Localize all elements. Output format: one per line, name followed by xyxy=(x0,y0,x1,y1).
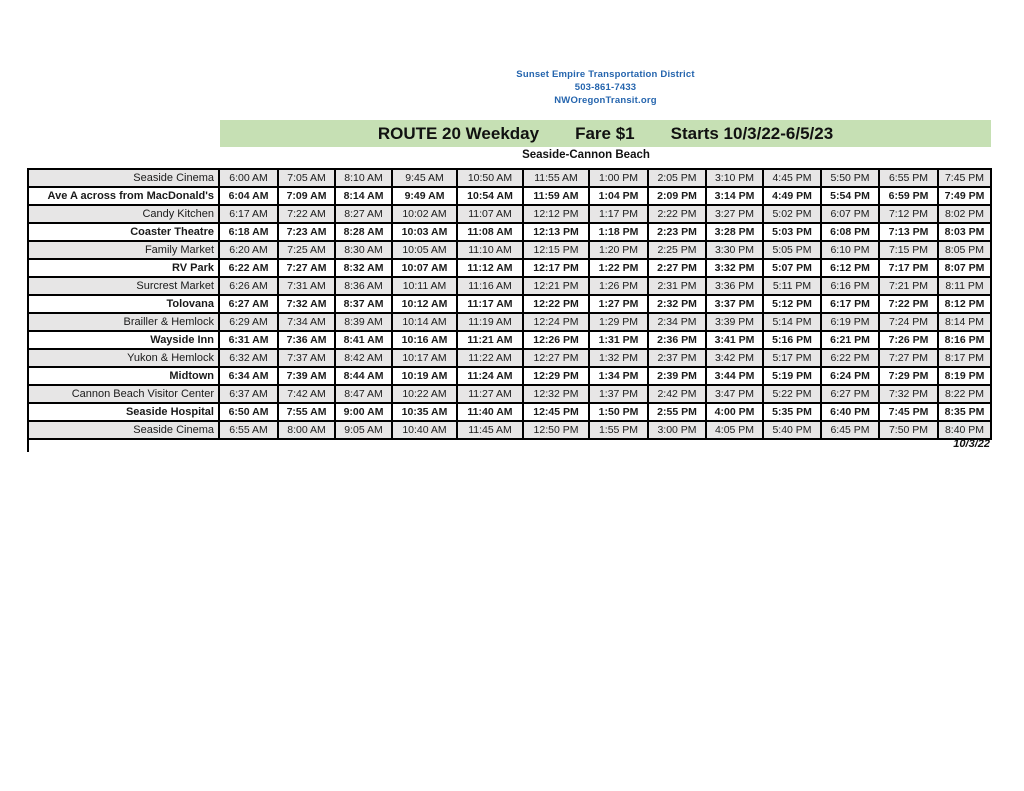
departure-time: 6:27 PM xyxy=(821,385,879,403)
departure-time: 10:05 AM xyxy=(392,241,457,259)
stop-name: Seaside Cinema xyxy=(28,169,219,187)
departure-time: 5:14 PM xyxy=(763,313,821,331)
departure-time: 11:16 AM xyxy=(457,277,523,295)
departure-time: 11:10 AM xyxy=(457,241,523,259)
departure-time: 8:40 PM xyxy=(938,421,991,439)
departure-time: 8:37 AM xyxy=(335,295,392,313)
departure-time: 8:32 AM xyxy=(335,259,392,277)
departure-time: 12:21 PM xyxy=(523,277,589,295)
departure-time: 12:26 PM xyxy=(523,331,589,349)
departure-time: 8:44 AM xyxy=(335,367,392,385)
departure-time: 3:32 PM xyxy=(706,259,763,277)
departure-time: 8:19 PM xyxy=(938,367,991,385)
stop-name: Surcrest Market xyxy=(28,277,219,295)
departure-time: 11:12 AM xyxy=(457,259,523,277)
departure-time: 2:23 PM xyxy=(648,223,706,241)
departure-time: 11:59 AM xyxy=(523,187,589,205)
departure-time: 7:05 AM xyxy=(278,169,335,187)
departure-time: 7:17 PM xyxy=(879,259,938,277)
departure-time: 8:22 PM xyxy=(938,385,991,403)
departure-time: 5:03 PM xyxy=(763,223,821,241)
departure-time: 3:36 PM xyxy=(706,277,763,295)
stop-name: Tolovana xyxy=(28,295,219,313)
departure-time: 7:21 PM xyxy=(879,277,938,295)
departure-time: 5:02 PM xyxy=(763,205,821,223)
departure-time: 4:00 PM xyxy=(706,403,763,421)
departure-time: 7:27 AM xyxy=(278,259,335,277)
departure-time: 6:24 PM xyxy=(821,367,879,385)
departure-time: 8:30 AM xyxy=(335,241,392,259)
departure-time: 11:27 AM xyxy=(457,385,523,403)
departure-time: 7:34 AM xyxy=(278,313,335,331)
table-row xyxy=(28,313,991,331)
departure-time: 3:37 PM xyxy=(706,295,763,313)
departure-time: 10:35 AM xyxy=(392,403,457,421)
departure-time: 1:26 PM xyxy=(589,277,648,295)
departure-time: 2:05 PM xyxy=(648,169,706,187)
departure-time: 11:19 AM xyxy=(457,313,523,331)
departure-time: 1:55 PM xyxy=(589,421,648,439)
departure-time: 5:40 PM xyxy=(763,421,821,439)
departure-time: 11:24 AM xyxy=(457,367,523,385)
departure-time: 8:11 PM xyxy=(938,277,991,295)
departure-time: 5:19 PM xyxy=(763,367,821,385)
departure-time: 7:24 PM xyxy=(879,313,938,331)
departure-time: 11:07 AM xyxy=(457,205,523,223)
departure-time: 8:05 PM xyxy=(938,241,991,259)
departure-time: 3:27 PM xyxy=(706,205,763,223)
departure-time: 9:00 AM xyxy=(335,403,392,421)
departure-time: 6:21 PM xyxy=(821,331,879,349)
departure-time: 6:10 PM xyxy=(821,241,879,259)
departure-time: 7:26 PM xyxy=(879,331,938,349)
table-row xyxy=(28,205,991,223)
departure-time: 12:17 PM xyxy=(523,259,589,277)
departure-time: 5:16 PM xyxy=(763,331,821,349)
table-row xyxy=(28,349,991,367)
table-row xyxy=(28,295,991,313)
departure-time: 8:47 AM xyxy=(335,385,392,403)
departure-time: 7:12 PM xyxy=(879,205,938,223)
departure-time: 5:22 PM xyxy=(763,385,821,403)
agency-name: Sunset Empire Transportation District xyxy=(516,69,695,80)
departure-time: 8:00 AM xyxy=(278,421,335,439)
departure-time: 10:12 AM xyxy=(392,295,457,313)
agency-phone: 503-861-7433 xyxy=(574,82,637,93)
revision-date: 10/3/22 xyxy=(953,438,990,450)
departure-time: 8:39 AM xyxy=(335,313,392,331)
departure-time: 9:49 AM xyxy=(392,187,457,205)
departure-time: 4:45 PM xyxy=(763,169,821,187)
departure-time: 3:14 PM xyxy=(706,187,763,205)
departure-time: 1:00 PM xyxy=(589,169,648,187)
departure-time: 10:19 AM xyxy=(392,367,457,385)
stop-name: Coaster Theatre xyxy=(28,223,219,241)
departure-time: 12:45 PM xyxy=(523,403,589,421)
departure-time: 8:10 AM xyxy=(335,169,392,187)
departure-time: 7:55 AM xyxy=(278,403,335,421)
departure-time: 7:50 PM xyxy=(879,421,938,439)
departure-time: 8:36 AM xyxy=(335,277,392,295)
departure-time: 7:23 AM xyxy=(278,223,335,241)
table-row xyxy=(28,367,991,385)
departure-time: 6:20 AM xyxy=(219,241,278,259)
table-row xyxy=(28,277,991,295)
departure-time: 11:17 AM xyxy=(457,295,523,313)
departure-time: 1:32 PM xyxy=(589,349,648,367)
departure-time: 7:45 PM xyxy=(938,169,991,187)
table-row xyxy=(28,259,991,277)
departure-time: 6:26 AM xyxy=(219,277,278,295)
departure-time: 10:22 AM xyxy=(392,385,457,403)
departure-time: 7:49 PM xyxy=(938,187,991,205)
departure-time: 6:55 AM xyxy=(219,421,278,439)
departure-time: 2:09 PM xyxy=(648,187,706,205)
table-row xyxy=(28,223,991,241)
stop-name: Brailler & Hemlock xyxy=(28,313,219,331)
table-row xyxy=(28,421,991,439)
departure-time: 11:55 AM xyxy=(523,169,589,187)
departure-time: 8:02 PM xyxy=(938,205,991,223)
departure-time: 7:42 AM xyxy=(278,385,335,403)
departure-time: 6:50 AM xyxy=(219,403,278,421)
departure-time: 2:39 PM xyxy=(648,367,706,385)
departure-time: 7:39 AM xyxy=(278,367,335,385)
stop-name: Ave A across from MacDonald's xyxy=(28,187,219,205)
departure-time: 3:41 PM xyxy=(706,331,763,349)
departure-time: 6:37 AM xyxy=(219,385,278,403)
departure-time: 8:14 AM xyxy=(335,187,392,205)
departure-time: 1:20 PM xyxy=(589,241,648,259)
departure-time: 6:45 PM xyxy=(821,421,879,439)
departure-time: 5:54 PM xyxy=(821,187,879,205)
departure-time: 10:16 AM xyxy=(392,331,457,349)
table-row xyxy=(28,385,991,403)
departure-time: 7:13 PM xyxy=(879,223,938,241)
departure-time: 7:15 PM xyxy=(879,241,938,259)
departure-time: 8:03 PM xyxy=(938,223,991,241)
departure-time: 5:11 PM xyxy=(763,277,821,295)
departure-time: 11:40 AM xyxy=(457,403,523,421)
route-subtitle: Seaside-Cannon Beach xyxy=(522,149,650,161)
departure-time: 1:17 PM xyxy=(589,205,648,223)
departure-time: 6:27 AM xyxy=(219,295,278,313)
departure-time: 8:17 PM xyxy=(938,349,991,367)
departure-time: 10:14 AM xyxy=(392,313,457,331)
departure-time: 12:50 PM xyxy=(523,421,589,439)
departure-time: 6:32 AM xyxy=(219,349,278,367)
departure-time: 10:50 AM xyxy=(457,169,523,187)
departure-time: 2:34 PM xyxy=(648,313,706,331)
agency-website: NWOregonTransit.org xyxy=(554,95,657,106)
departure-time: 10:17 AM xyxy=(392,349,457,367)
route-title-banner xyxy=(220,120,991,147)
departure-time: 6:16 PM xyxy=(821,277,879,295)
departure-time: 12:32 PM xyxy=(523,385,589,403)
departure-time: 7:37 AM xyxy=(278,349,335,367)
departure-time: 2:25 PM xyxy=(648,241,706,259)
departure-time: 7:36 AM xyxy=(278,331,335,349)
departure-time: 1:04 PM xyxy=(589,187,648,205)
departure-time: 7:29 PM xyxy=(879,367,938,385)
departure-time: 12:15 PM xyxy=(523,241,589,259)
departure-time: 12:22 PM xyxy=(523,295,589,313)
departure-time: 3:10 PM xyxy=(706,169,763,187)
departure-time: 10:40 AM xyxy=(392,421,457,439)
departure-time: 5:05 PM xyxy=(763,241,821,259)
departure-time: 8:12 PM xyxy=(938,295,991,313)
table-row xyxy=(28,187,991,205)
departure-time: 5:35 PM xyxy=(763,403,821,421)
departure-time: 12:27 PM xyxy=(523,349,589,367)
departure-time: 6:12 PM xyxy=(821,259,879,277)
departure-time: 2:37 PM xyxy=(648,349,706,367)
departure-time: 8:16 PM xyxy=(938,331,991,349)
departure-time: 1:22 PM xyxy=(589,259,648,277)
stop-name: Wayside Inn xyxy=(28,331,219,349)
departure-time: 8:28 AM xyxy=(335,223,392,241)
departure-time: 9:05 AM xyxy=(335,421,392,439)
departure-time: 3:00 PM xyxy=(648,421,706,439)
departure-time: 12:24 PM xyxy=(523,313,589,331)
departure-time: 3:42 PM xyxy=(706,349,763,367)
departure-time: 7:09 AM xyxy=(278,187,335,205)
departure-time: 11:08 AM xyxy=(457,223,523,241)
stop-name: Yukon & Hemlock xyxy=(28,349,219,367)
departure-time: 6:04 AM xyxy=(219,187,278,205)
departure-time: 7:22 AM xyxy=(278,205,335,223)
table-border-tick xyxy=(27,439,29,452)
departure-time: 11:45 AM xyxy=(457,421,523,439)
departure-time: 6:08 PM xyxy=(821,223,879,241)
departure-time: 1:18 PM xyxy=(589,223,648,241)
departure-time: 6:29 AM xyxy=(219,313,278,331)
departure-time: 10:03 AM xyxy=(392,223,457,241)
departure-time: 9:45 AM xyxy=(392,169,457,187)
stop-name: RV Park xyxy=(28,259,219,277)
departure-time: 2:55 PM xyxy=(648,403,706,421)
departure-time: 7:27 PM xyxy=(879,349,938,367)
departure-time: 12:29 PM xyxy=(523,367,589,385)
stop-name: Midtown xyxy=(28,367,219,385)
departure-time: 2:22 PM xyxy=(648,205,706,223)
departure-time: 5:50 PM xyxy=(821,169,879,187)
stop-name: Seaside Cinema xyxy=(28,421,219,439)
departure-time: 4:05 PM xyxy=(706,421,763,439)
departure-time: 2:32 PM xyxy=(648,295,706,313)
departure-time: 6:07 PM xyxy=(821,205,879,223)
table-row xyxy=(28,331,991,349)
stop-name: Cannon Beach Visitor Center xyxy=(28,385,219,403)
fare-label: Fare $1 xyxy=(575,123,635,143)
agency-header xyxy=(220,68,991,107)
departure-time: 1:27 PM xyxy=(589,295,648,313)
departure-time: 2:36 PM xyxy=(648,331,706,349)
departure-time: 5:12 PM xyxy=(763,295,821,313)
departure-time: 7:25 AM xyxy=(278,241,335,259)
departure-time: 12:13 PM xyxy=(523,223,589,241)
departure-time: 2:42 PM xyxy=(648,385,706,403)
departure-time: 10:54 AM xyxy=(457,187,523,205)
departure-time: 8:41 AM xyxy=(335,331,392,349)
stop-name: Candy Kitchen xyxy=(28,205,219,223)
departure-time: 7:32 AM xyxy=(278,295,335,313)
departure-time: 7:22 PM xyxy=(879,295,938,313)
departure-time: 1:50 PM xyxy=(589,403,648,421)
stop-name: Family Market xyxy=(28,241,219,259)
departure-time: 3:44 PM xyxy=(706,367,763,385)
service-dates: Starts 10/3/22-6/5/23 xyxy=(670,123,834,143)
departure-time: 4:49 PM xyxy=(763,187,821,205)
departure-time: 3:28 PM xyxy=(706,223,763,241)
departure-time: 3:30 PM xyxy=(706,241,763,259)
departure-time: 8:07 PM xyxy=(938,259,991,277)
departure-time: 11:22 AM xyxy=(457,349,523,367)
departure-time: 6:19 PM xyxy=(821,313,879,331)
departure-time: 6:59 PM xyxy=(879,187,938,205)
departure-time: 10:02 AM xyxy=(392,205,457,223)
departure-time: 7:31 AM xyxy=(278,277,335,295)
departure-time: 10:07 AM xyxy=(392,259,457,277)
departure-time: 11:21 AM xyxy=(457,331,523,349)
departure-time: 6:18 AM xyxy=(219,223,278,241)
departure-time: 3:39 PM xyxy=(706,313,763,331)
departure-time: 6:00 AM xyxy=(219,169,278,187)
departure-time: 1:37 PM xyxy=(589,385,648,403)
departure-time: 7:45 PM xyxy=(879,403,938,421)
departure-time: 8:42 AM xyxy=(335,349,392,367)
table-row xyxy=(28,169,991,187)
route-title: ROUTE 20 Weekday xyxy=(377,123,540,143)
departure-time: 5:07 PM xyxy=(763,259,821,277)
departure-time: 5:17 PM xyxy=(763,349,821,367)
stop-name: Seaside Hospital xyxy=(28,403,219,421)
departure-time: 6:17 PM xyxy=(821,295,879,313)
departure-time: 6:40 PM xyxy=(821,403,879,421)
departure-time: 3:47 PM xyxy=(706,385,763,403)
departure-time: 6:22 AM xyxy=(219,259,278,277)
departure-time: 8:35 PM xyxy=(938,403,991,421)
departure-time: 12:12 PM xyxy=(523,205,589,223)
departure-time: 8:14 PM xyxy=(938,313,991,331)
departure-time: 6:17 AM xyxy=(219,205,278,223)
timetable xyxy=(27,168,992,440)
departure-time: 1:34 PM xyxy=(589,367,648,385)
departure-time: 6:55 PM xyxy=(879,169,938,187)
departure-time: 1:29 PM xyxy=(589,313,648,331)
departure-time: 1:31 PM xyxy=(589,331,648,349)
departure-time: 2:31 PM xyxy=(648,277,706,295)
table-row xyxy=(28,403,991,421)
departure-time: 2:27 PM xyxy=(648,259,706,277)
departure-time: 6:34 AM xyxy=(219,367,278,385)
departure-time: 10:11 AM xyxy=(392,277,457,295)
departure-time: 7:32 PM xyxy=(879,385,938,403)
departure-time: 6:22 PM xyxy=(821,349,879,367)
departure-time: 8:27 AM xyxy=(335,205,392,223)
departure-time: 6:31 AM xyxy=(219,331,278,349)
table-row xyxy=(28,241,991,259)
